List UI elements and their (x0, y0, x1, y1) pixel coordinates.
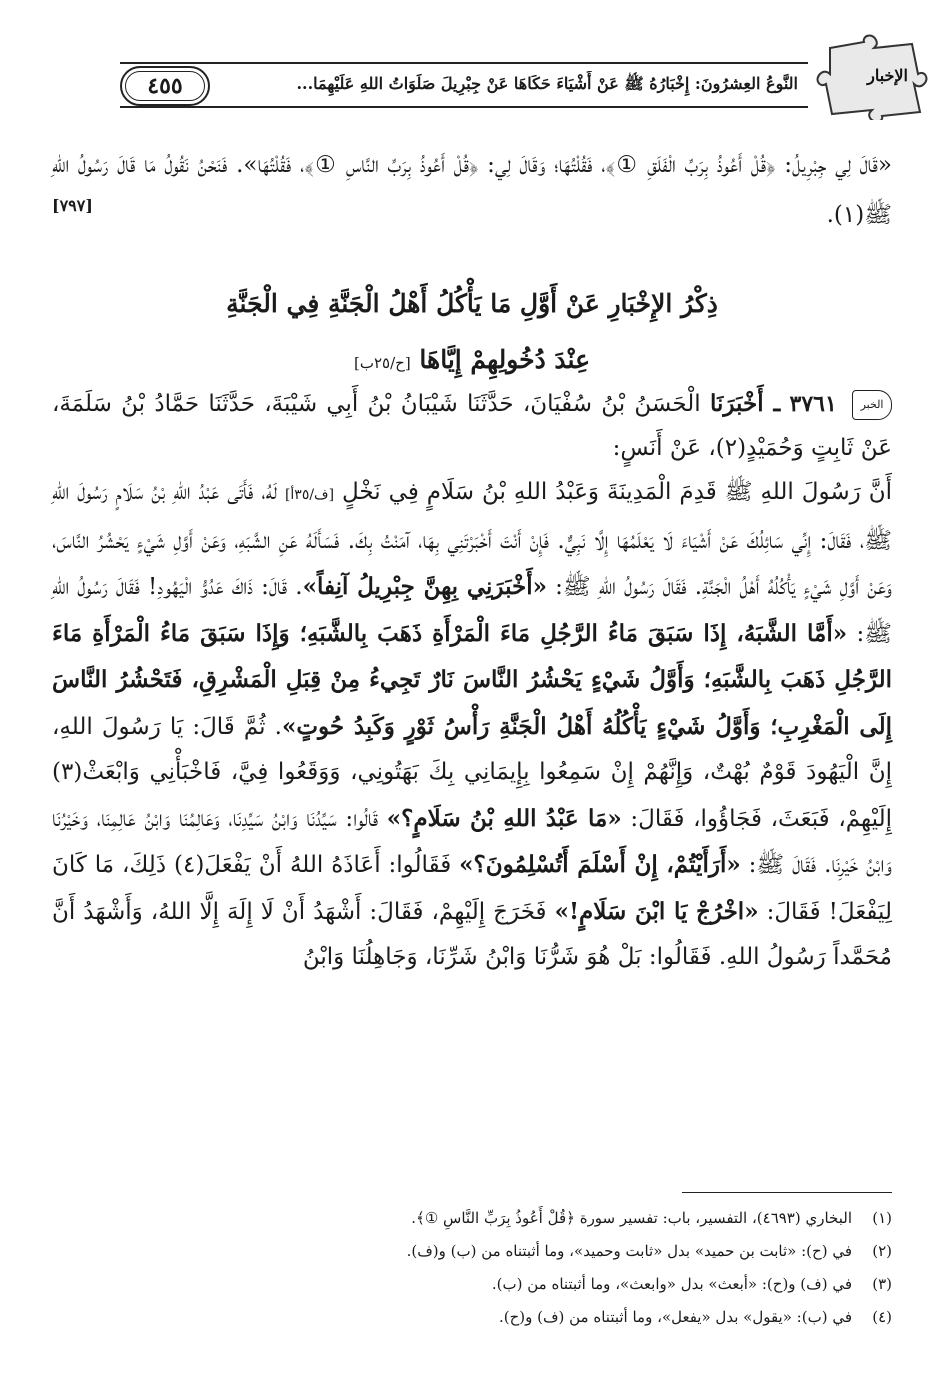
intro-paragraph: «قَالَ لِي جِبْرِيلُ: ﴿قُلْ أَعُوذُ بِرَبِّ الْفَلَقِ ①﴾، فَقُلْتُهَا؛ وَقَالَ لِي: ﴿قُلْ أَعُوذُ بِرَبِّ النَّاسِ ①﴾، فَقُلْتُهَا». فَنَحْنُ نَقُولُ مَا قَالَ رَسُولُ اللهِ ﷺ(١). (52, 152, 892, 228)
prophetic-speech: «اخْرُجْ يَا ابْنَ سَلَامٍ!» (554, 897, 759, 925)
header-top-rule (120, 62, 808, 64)
narrative-text: أَنَّ رَسُولَ اللهِ ﷺ قَدِمَ الْمَدِينَةَ وَعَبْدُ اللهِ بْنُ سَلَامٍ فِي نَخْلٍ (334, 479, 892, 505)
footnote: (٢)في (ح): «ثابت بن حميد» بدل «ثابت وحميد»، وما أثبتناه من (ب) و(ف). (406, 1242, 892, 1260)
running-header (120, 62, 808, 108)
narrative-text: . قَالَ: ذَاكَ عَدُوُّ الْيَهُودِ! فَقَالَ رَسُولُ اللهِ ﷺ: (52, 574, 892, 647)
prophetic-speech: «أَخْبَرَنِي بِهِنَّ جِبْرِيلُ آنِفاً» (302, 573, 548, 600)
header-bottom-rule (120, 106, 808, 108)
footnotes (52, 1202, 892, 1334)
footnote: (٤)في (ب): «يقول» بدل «يفعل»، وما أثبتناه من (ف) و(ح). (498, 1308, 892, 1326)
hadith-isnad (52, 382, 892, 470)
manuscript-ref: [ح/٢٥ب] (353, 354, 411, 372)
section-heading (52, 276, 892, 391)
narrative-text: فَخَرَجَ إِلَيْهِمْ، فَقَالَ: أَشْهَدُ أَنْ لَا إِلَهَ إِلَّا اللهُ، وَأَشْهَدُ أَنَّ مُحَمَّداً رَسُولُ اللهِ. فَقَالُوا: بَلْ هُوَ شَرُّنَا وَابْنُ شَرِّنَا، وَجَاهِلُنَا وَابْنُ (52, 898, 892, 970)
reference-number: [٧٩٧] (52, 196, 93, 215)
narrative-text: فَقَالُوا: أَعَاذَهُ اللهُ أَنْ يَفْعَلَ(٤) ذَلِكَ، مَا كَانَ لِيَفْعَلَ! فَقَالَ: (52, 852, 893, 925)
header-subject: إِخْبَارُهُ ﷺ عَنْ أَشْيَاءَ حَكَاهَا عَنْ جِبْرِيلَ صَلَوَاتُ اللهِ عَلَيْهِمَا... (296, 74, 690, 93)
narrative-text: قَالُوا: سَيِّدُنَا وَابْنُ سَيِّدِنَا، وَعَالِمُنَا وَابْنُ عَالِمِنَا، وَخَيْرُنَا وَابْنُ خَيْرِنَا. فَقَالَ ﷺ: (52, 805, 892, 878)
section-heading-line-2: عِنْدَ دُخُولِهِمْ إِيَّاهَا (419, 345, 590, 374)
narrative-text: . ثُمَّ قَالَ: يَا رَسُولَ اللهِ، إِنَّ الْيَهُودَ قَوْمٌ بُهْتٌ، وَإِنَّهُمْ إِنْ سَمِعُوا بِإِيمَانِي بِكَ بَهَتُونِي، وَوَقَعُوا فِيَّ، فَاخْبَأْنِي وَابْعَثْ(٣) إِلَيْهِمْ، فَبَعَثَ، فَجَاؤُوا، فَقَالَ: (52, 713, 892, 832)
page-number: ٤٥٥ (120, 66, 210, 106)
section-heading-line-1: ذِكْرُ الإِخْبَارِ عَنْ أَوَّلِ مَا يَأْكُلُ أَهْلُ الْجَنَّةِ فِي الْجَنَّةِ (226, 289, 718, 318)
prophetic-speech: «أَمَّا الشَّبَهُ، إِذَا سَبَقَ مَاءُ الرَّجُلِ مَاءَ الْمَرْأَةِ ذَهَبَ بِالشَّبَهِ؛ وَإِذَا سَبَقَ مَاءُ الْمَرْأَةِ مَاءَ الرَّجُلِ ذَهَبَ بِالشَّبَهِ؛ وَأَوَّلُ شَيْءٍ يَحْشُرُ النَّاسَ نَارٌ تَجِيءُ مِنْ قِبَلِ الْمَشْرِقِ، فَتَحْشُرُ النَّاسَ إِلَى الْمَغْرِبِ؛ وَأَوَّلُ شَيْءٍ يَأْكُلُهُ أَهْلُ الْجَنَّةِ رَأْسُ ثَوْرٍ وَكَبِدُ حُوتٍ» (52, 619, 893, 740)
prophetic-speech: «مَا عَبْدُ اللهِ بْنُ سَلَامٍ؟» (386, 804, 622, 832)
prophetic-speech: «أَرَأَيْتُمْ، إِنْ أَسْلَمَ أَتُسْلِمُونَ؟» (459, 851, 741, 878)
isnad-text: الْحَسَنُ بْنُ سُفْيَانَ، حَدَّثَنَا شَيْبَانُ بْنُ أَبِي شَيْبَةَ، حَدَّثَنَا حَمَّادُ بْنُ سَلَمَةَ، عَنْ ثَابِتٍ وَحُمَيْدٍ(٢)، عَنْ أَنَسٍ: (52, 391, 892, 461)
header-badge-label: الإخبار (867, 66, 908, 85)
akhbarana-word: ـ أَخْبَرَنَا (709, 390, 781, 417)
footnote: (٣)في (ف) و(ح): «أبعث» بدل «وابعث»، وما أثبتناه من (ب). (491, 1275, 892, 1293)
manuscript-ref-inline: [ف/٣٥أ] (284, 487, 335, 503)
hadith-matn (52, 470, 892, 981)
header-title: النَّوعُ العِشرُونَ: إِخْبَارُهُ ﷺ عَنْ أَشْيَاءَ حَكَاهَا عَنْ جِبْرِيلَ صَلَوَاتُ اللهِ عَلَيْهِمَا... (296, 74, 798, 93)
narrative-text: لَهُ، فَأَتَى عَبْدُ اللهِ بْنُ سَلَامٍ رَسُولَ اللهِ ﷺ، فَقَالَ: إِنِّي سَائِلُكَ عَنْ أَشْيَاءَ لَا يَعْلَمُهَا إِلَّا نَبِيٌّ. فَإِنْ أَنْتَ أَخْبَرْتَنِي بِهَا، آمَنْتُ بِكَ. فَسَأَلَهُ عَنِ الشَّبَهِ، وَعَنْ أَوَّلِ شَيْءٍ يَحْشُرُ النَّاسَ، وَعَنْ أَوَّلِ شَيْءٍ يَأْكُلُهُ أَهْلُ الْجَنَّةِ. فَقَالَ رَسُولُ اللهِ ﷺ: (52, 479, 892, 600)
header-chapter: النَّوعُ العِشرُونَ (700, 74, 798, 93)
khabar-badge-icon: الخبر (852, 390, 892, 420)
footnote-separator (682, 1192, 892, 1193)
hadith-number: ٣٧٦١ (789, 391, 837, 417)
footnote: (١)البخاري (٤٦٩٣)، التفسير، باب: تفسير سورة ﴿قُلْ أَعُوذُ بِرَبِّ النَّاسِ ①﴾. (411, 1209, 892, 1227)
